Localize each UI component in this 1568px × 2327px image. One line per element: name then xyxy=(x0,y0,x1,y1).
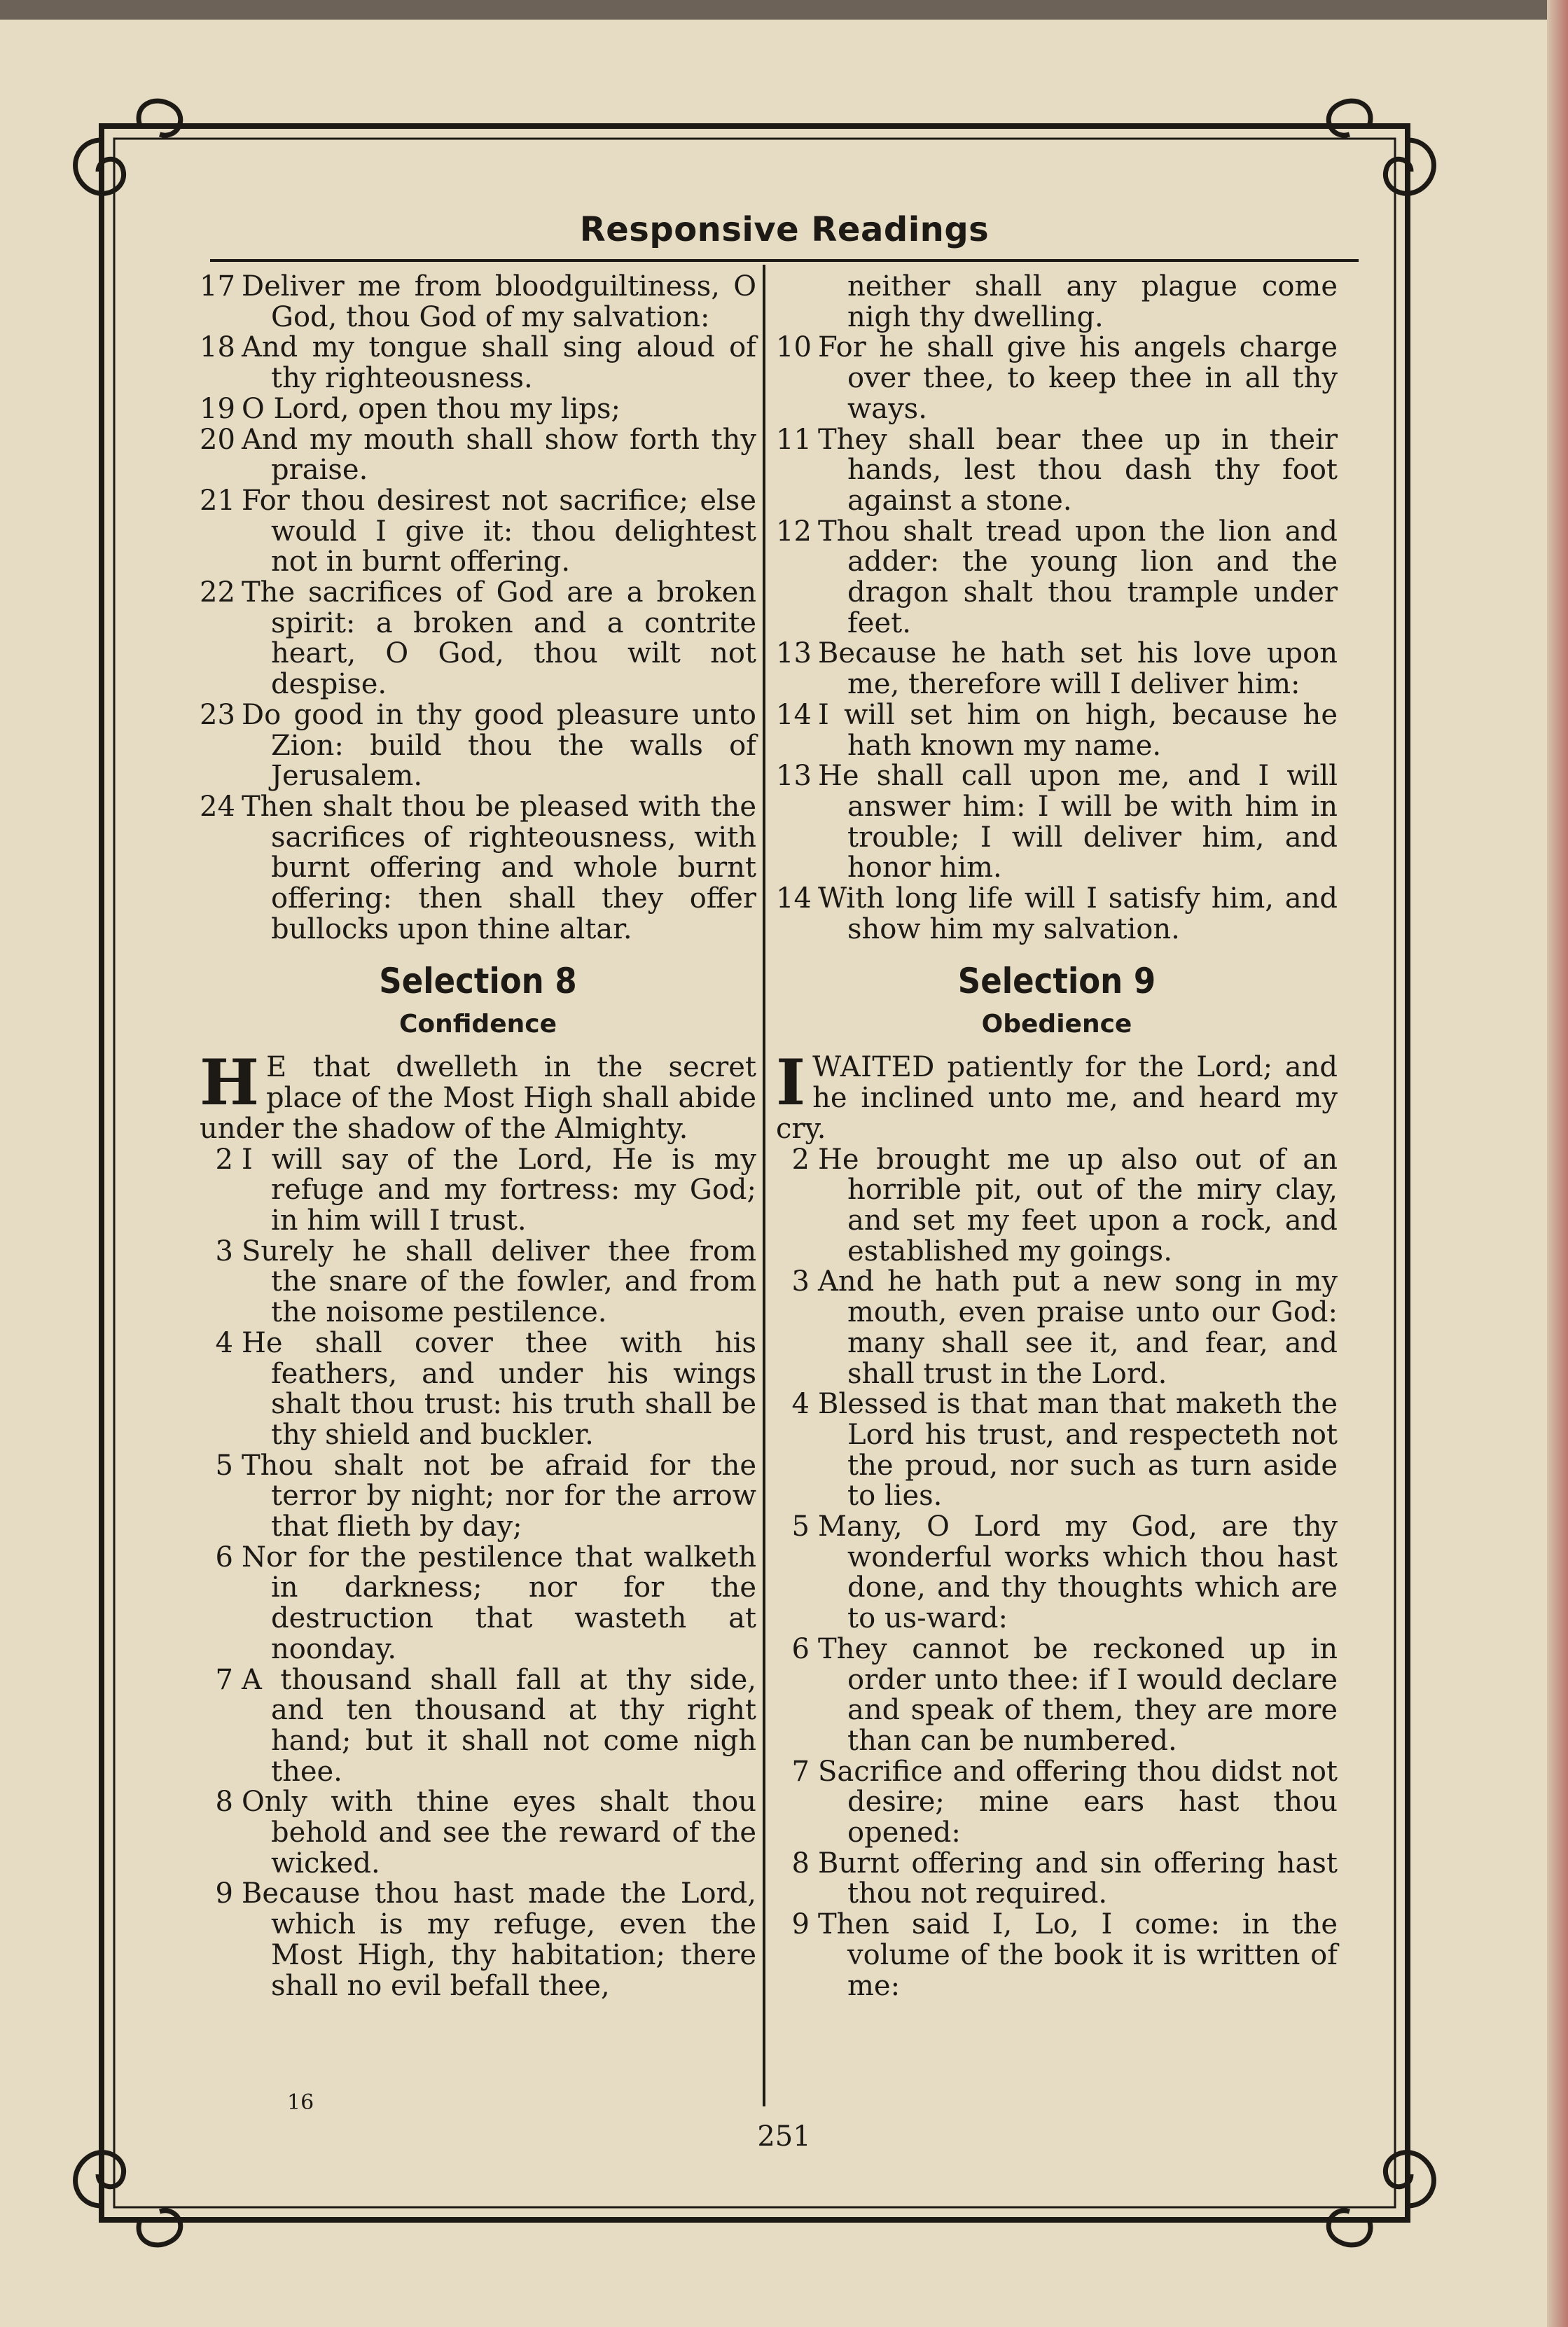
right-column xyxy=(776,272,1338,2001)
verse xyxy=(776,700,1338,761)
book-edge-top xyxy=(0,0,1568,20)
verse xyxy=(200,1879,756,2001)
verse-number: 21 xyxy=(200,484,235,517)
verse xyxy=(776,1389,1338,1512)
verse xyxy=(776,1512,1338,1634)
verse-number: 8 xyxy=(791,1847,810,1880)
verse-text: They shall bear thee up in their hands, lest thou dash thy foot against a stone. xyxy=(818,423,1338,517)
verse-text: For he shall give his angels charge over thee, to keep thee in all thy ways. xyxy=(818,331,1338,425)
selection-8-first-verse xyxy=(200,1046,756,1145)
verse-number: 3 xyxy=(791,1265,810,1298)
verse-text: He brought me up also out of an horrible pit, out of the miry clay, and set my feet upon a rock, and established my goings. xyxy=(818,1143,1338,1267)
verse xyxy=(776,1145,1338,1267)
verse-text: A thousand shall fall at thy side, and ten thousand at thy right hand; but it shall not come nigh thee. xyxy=(242,1663,756,1788)
verse-text: He shall call upon me, and I will answer him: I will be with him in trouble; I will deliver him, and honor him. xyxy=(818,760,1338,884)
verse-text: Because he hath set his love upon me, therefore will I deliver him: xyxy=(818,637,1338,701)
right-continuation-verses xyxy=(776,333,1338,945)
header-rule xyxy=(210,259,1359,262)
verse-number: 10 xyxy=(776,331,812,364)
verse xyxy=(776,1849,1338,1910)
book-edge-right xyxy=(1547,0,1568,2327)
verse-text: He shall cover thee with his feathers, and under his wings shalt thou trust: his truth shall be thy shield and buckler. xyxy=(242,1326,756,1451)
verse xyxy=(776,761,1338,884)
verse-text: Only with thine eyes shalt thou behold and see the reward of the wicked. xyxy=(242,1786,756,1880)
verse-number: 14 xyxy=(776,698,812,731)
verse-number: 2 xyxy=(791,1143,810,1176)
verse-number: 12 xyxy=(776,515,812,548)
first-verse-lead: WAITED xyxy=(812,1051,935,1084)
column-divider xyxy=(763,265,765,2106)
verse-number: 18 xyxy=(200,331,235,364)
selection-8-subtitle: Confidence xyxy=(398,1010,557,1039)
verse xyxy=(200,1665,756,1788)
verse-text: And my mouth shall show forth thy praise. xyxy=(242,423,756,487)
verse-number: 20 xyxy=(200,423,235,456)
verse-number: 6 xyxy=(791,1632,810,1665)
verse xyxy=(776,1910,1338,2001)
first-verse-text: patiently for the Lord; and he inclined unto me, and heard my cry. xyxy=(776,1051,1338,1145)
verse xyxy=(200,486,756,578)
verse-text: Many, O Lord my God, are thy wonderful works which thou hast done, and thy thoughts which are to us-ward: xyxy=(818,1510,1338,1635)
verse xyxy=(776,425,1338,517)
verse-number: 17 xyxy=(200,270,235,303)
verse-number: 7 xyxy=(215,1663,233,1696)
verse xyxy=(200,394,756,425)
selection-9-first-verse xyxy=(776,1046,1338,1145)
page-number: 251 xyxy=(757,2120,811,2153)
first-verse-lead: E xyxy=(266,1051,287,1084)
verse-number: 4 xyxy=(215,1326,233,1359)
selection-9-subtitle: Obedience xyxy=(981,1010,1132,1039)
verse-number: 9 xyxy=(215,1877,233,1910)
verse-number: 23 xyxy=(200,698,235,731)
verse xyxy=(200,1145,756,1237)
verse-text: Blessed is that man that maketh the Lord his trust, and respecteth not the proud, nor such as turn aside to lies. xyxy=(818,1388,1338,1513)
verse-text: The sacrifices of God are a broken spirit: a broken and a contrite heart, O God, thou wilt not despise. xyxy=(242,576,756,701)
page-title: Responsive Readings xyxy=(579,210,990,249)
verse xyxy=(200,425,756,486)
verse-number: 4 xyxy=(791,1388,810,1421)
selection-9-verses xyxy=(776,1145,1338,2002)
verse-text: Thou shalt not be afraid for the terror by night; nor for the arrow that flieth by day; xyxy=(242,1449,756,1543)
verse xyxy=(776,1267,1338,1389)
first-verse-text: that dwelleth in the secret place of the Most High shall abide under the shadow of the Almighty. xyxy=(200,1051,756,1145)
verse xyxy=(776,517,1338,639)
verse xyxy=(776,884,1338,945)
verse xyxy=(200,1787,756,1879)
verse xyxy=(200,1237,756,1328)
verse xyxy=(200,272,756,333)
verse-number: 22 xyxy=(200,576,235,609)
verse-number: 11 xyxy=(776,423,812,456)
verse-number: 24 xyxy=(200,790,235,823)
verse-text: Then said I, Lo, I come: in the volume of the book it is written of me: xyxy=(818,1908,1338,2002)
selection-8-title: Selection 8 xyxy=(379,961,577,1002)
verse xyxy=(200,578,756,700)
verse xyxy=(776,333,1338,424)
verse xyxy=(200,1451,756,1543)
verse-number: 5 xyxy=(215,1449,233,1482)
verse xyxy=(776,1634,1338,1757)
verse-number: 13 xyxy=(776,637,812,670)
verse-text: I will say of the Lord, He is my refuge and my fortress: my God; in him will I trust. xyxy=(242,1143,756,1237)
verse-text: Sacrifice and offering thou didst not desire; mine ears hast thou opened: xyxy=(818,1755,1338,1849)
verse-number: 5 xyxy=(791,1510,810,1543)
verse-number: 14 xyxy=(776,882,812,915)
verse-text: And he hath put a new song in my mouth, even praise unto our God: many shall see it, and fear, and shall trust in the Lord. xyxy=(818,1265,1338,1390)
verse xyxy=(200,1543,756,1665)
verse-text: Do good in thy good pleasure unto Zion: build thou the walls of Jerusalem. xyxy=(242,698,756,793)
verse xyxy=(200,1328,756,1451)
verse-text: Surely he shall deliver thee from the snare of the fowler, and from the noisome pestilence. xyxy=(242,1235,756,1329)
verse-text: For thou desirest not sacrifice; else would I give it: thou delightest not in burnt offering. xyxy=(242,484,756,578)
verse-text: Then shalt thou be pleased with the sacrifices of righteousness, with burnt offering and whole burnt offering: then shall they offer bullocks upon thine altar. xyxy=(242,790,756,945)
verse xyxy=(776,639,1338,700)
verse-text: With long life will I satisfy him, and show him my salvation. xyxy=(818,882,1338,945)
left-column xyxy=(200,272,756,2001)
selection-8-verses xyxy=(200,1145,756,2002)
verse-text: And my tongue shall sing aloud of thy righteousness. xyxy=(242,331,756,395)
verse-text: Burnt offering and sin offering hast thou not required. xyxy=(818,1847,1338,1910)
verse-text: They cannot be reckoned up in order unto thee: if I would declare and speak of them, they are more than can be numbered. xyxy=(818,1632,1338,1757)
verse-number: 9 xyxy=(791,1908,810,1941)
verse-number: 8 xyxy=(215,1786,233,1819)
verse-text: O Lord, open thou my lips; xyxy=(242,392,620,425)
verse-number: 2 xyxy=(215,1143,233,1176)
verse-number: 6 xyxy=(215,1541,233,1574)
drop-cap: I xyxy=(776,1046,806,1120)
verse xyxy=(200,700,756,792)
carryover-verse-text: neither shall any plague come nigh thy dwelling. xyxy=(847,270,1338,333)
verse-text: I will set him on high, because he hath known my name. xyxy=(818,698,1338,762)
verse-number: 7 xyxy=(791,1755,810,1788)
drop-cap: H xyxy=(200,1046,260,1120)
verse-text: Because thou hast made the Lord, which is my refuge, even the Most High, thy habitation; there shall no evil befall thee, xyxy=(242,1877,756,2002)
verse-text: Thou shalt tread upon the lion and adder: the young lion and the dragon shalt thou trample under feet. xyxy=(818,515,1338,639)
verse-number: 3 xyxy=(215,1235,233,1267)
verse-text: Deliver me from bloodguiltiness, O God, thou God of my salvation: xyxy=(242,270,756,333)
verse-number: 13 xyxy=(776,760,812,793)
selection-9-title: Selection 9 xyxy=(957,961,1156,1002)
left-continuation-verses xyxy=(200,272,756,945)
verse xyxy=(776,1757,1338,1849)
verse-text: Nor for the pestilence that walketh in darkness; nor for the destruction that wasteth at noonday. xyxy=(242,1541,756,1665)
verse-number: 19 xyxy=(200,392,235,425)
verse xyxy=(200,792,756,945)
signature-mark: 16 xyxy=(287,2090,314,2115)
verse xyxy=(200,333,756,394)
